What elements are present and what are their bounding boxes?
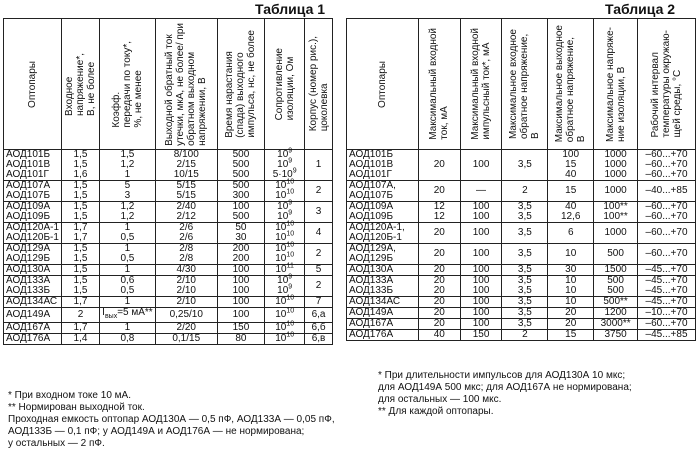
t2-cell: 3,5 (502, 244, 548, 265)
t1-cell: 1,5 1,5 1,6 (62, 150, 100, 181)
t2-optopair-name: АОД120А-1, АОД120Б-1 (347, 223, 419, 244)
t2-cell: 100** 100** (594, 202, 638, 223)
t2-header-max-output-reverse-voltage: Максимальное выходное обратное напряжение, В (548, 19, 594, 150)
t1-cell: 2 (62, 308, 100, 323)
t1-row (4, 202, 333, 223)
t1-cell: 500 300 (217, 181, 265, 202)
t1-cell: 1,5 1,5 (62, 244, 100, 265)
t1-optopair-name: АОД101Б АОД101В АОД101Г (4, 150, 62, 181)
t1-cell: $10^{10}$ (265, 308, 305, 323)
t1-optopair-name: АОД134АС (4, 297, 62, 308)
t1-optopair-name: АОД176А (4, 334, 62, 345)
t2-cell: 20 (418, 150, 460, 181)
t2-cell: 500 500 (594, 276, 638, 297)
t2-optopair-name: АОД133А АОД133Б (347, 276, 419, 297)
t2-cell: 20 (548, 308, 594, 319)
t1-cell: $10^{10}$ $10^{10}$ (265, 223, 305, 244)
t2-cell: 3,5 3,5 (502, 202, 548, 223)
t2-cell: 40 12,6 (548, 202, 594, 223)
t1-cell: 0,1/15 (155, 334, 217, 345)
t1-header-optopairs: Оптопары (4, 19, 62, 150)
t2-cell: 150 (460, 330, 502, 341)
t2-cell: 15 (548, 181, 594, 202)
t1-cell: 1 (99, 323, 155, 334)
t1-cell: 2/20 (155, 323, 217, 334)
t2-cell: 20 (418, 319, 460, 330)
t2-cell: 20 20 (418, 276, 460, 297)
t1-cell: 6,б (305, 323, 333, 334)
t2-cell: 30 (548, 265, 594, 276)
t2-cell: 100 100 (460, 202, 502, 223)
t2-cell: –45...+70 (638, 297, 696, 308)
t1-cell: 6,в (305, 334, 333, 345)
t1-cell: 5 3 (99, 181, 155, 202)
t1-cell: $10^9$ $10^9$ (265, 276, 305, 297)
t2-cell: 10 10 (548, 276, 594, 297)
t2-header-optopairs: Оптопары (347, 19, 419, 150)
t1-cell: 6,а (305, 308, 333, 323)
t1-cell: 1,5 (62, 265, 100, 276)
t2-cell: 20 (418, 265, 460, 276)
t2-cell: 6 (548, 223, 594, 244)
t2-row (347, 308, 696, 319)
t1-cell: 150 (217, 323, 265, 334)
t2-optopair-name: АОД130А (347, 265, 419, 276)
t2-cell: –60...+70 (638, 319, 696, 330)
t1-cell: $10^{11}$ (265, 265, 305, 276)
t1-cell: 2/6 2/6 (155, 223, 217, 244)
t2-row (347, 150, 696, 181)
t1-row (4, 150, 333, 181)
t2-cell: 1000 (594, 181, 638, 202)
t1-cell: 5 (305, 265, 333, 276)
t1-cell: 0,25/10 (155, 308, 217, 323)
t1-header-transfer-coef: Коэфф. передачи по току*, %, не менее (99, 19, 155, 150)
t2-cell: 40 (418, 330, 460, 341)
t1-cell: 1,4 (62, 334, 100, 345)
t1-row (4, 308, 333, 323)
t2-cell: 1000 1000 1000 (594, 150, 638, 181)
t1-header-leakage-current: Выходной обратный ток утечки, мкА, не более/ при обратном выходном напряжении, В (155, 19, 217, 150)
t2-optopair-name: АОД149А (347, 308, 419, 319)
t2-header-max-insulation-voltage: Максимальное напряже- ние изоляции, В (594, 19, 638, 150)
t1-header-package: Корпус (номер рис.), цоколевка (305, 19, 333, 150)
t2-cell: 1500 (594, 265, 638, 276)
t1-header-input-voltage: Входное напряжение*, В, не более (62, 19, 100, 150)
t1-row (4, 244, 333, 265)
t1-row (4, 265, 333, 276)
t2-cell: 20 (418, 244, 460, 265)
t2-cell: –60...+70 (638, 223, 696, 244)
t1-row (4, 323, 333, 334)
t2-cell: –45...+70 –45...+70 (638, 276, 696, 297)
t1-cell: 1 0,5 (99, 223, 155, 244)
t1-cell: $10^{10}$ (265, 334, 305, 345)
t1-cell: $10^{10}$ (265, 323, 305, 334)
t1-optopair-name: АОД133А АОД133Б (4, 276, 62, 297)
t1-cell: 500 500 500 (217, 150, 265, 181)
t1-optopair-name: АОД130А (4, 265, 62, 276)
t1-optopair-name: АОД167А (4, 323, 62, 334)
t1-cell: 1,5 1,2 1 (99, 150, 155, 181)
t1-cell: 100 100 (217, 276, 265, 297)
table1 (3, 18, 333, 345)
t2-cell: 100 (460, 244, 502, 265)
t1-optopair-name: АОД149А (4, 308, 62, 323)
t1-header-insulation-resistance: Сопротивление изоляции, Ом (265, 19, 305, 150)
t2-optopair-name: АОД101Б АОД101В АОД101Г (347, 150, 419, 181)
t2-cell: 100 (460, 150, 502, 181)
t2-header-max-input-current: Максимальный входной ток, мА (418, 19, 460, 150)
t1-cell: $10^{10}$ (265, 297, 305, 308)
t1-row (4, 334, 333, 345)
t2-optopair-name: АОД176А (347, 330, 419, 341)
t1-cell: 4/30 (155, 265, 217, 276)
t2-cell: 12 12 (418, 202, 460, 223)
t2-header-max-input-reverse-voltage: Максимальное входное обратное напряжение, В (502, 19, 548, 150)
t2-header-operating-temperature: Рабочий интервал температуры окружаю- щей среды, °С (638, 19, 696, 150)
t1-cell: 100 (217, 265, 265, 276)
t1-optopair-name: АОД107А АОД107Б (4, 181, 62, 202)
t1-cell: $10^{10}$ $10^{10}$ (265, 244, 305, 265)
t1-row (4, 297, 333, 308)
t1-cell: 1,5 1,5 (62, 181, 100, 202)
t1-cell: 7 (305, 297, 333, 308)
t1-header-rise-time: Время нарастания (спада) выходного импульса, нс, не более (217, 19, 265, 150)
t2-optopair-name: АОД109А АОД109Б (347, 202, 419, 223)
t2-cell: 15 (548, 330, 594, 341)
t2-cell: 1200 (594, 308, 638, 319)
t2-cell: 2 (502, 330, 548, 341)
t1-cell: 2 (305, 276, 333, 297)
t1-cell: 100 (217, 308, 265, 323)
t2-row (347, 330, 696, 341)
t1-row (4, 276, 333, 297)
t1-optopair-name: АОД109А АОД109Б (4, 202, 62, 223)
t1-cell: 0,8 (99, 334, 155, 345)
t2-cell: 100 100 (460, 276, 502, 297)
t2-cell: 3000** (594, 319, 638, 330)
t1-cell: 8/100 2/15 10/15 (155, 150, 217, 181)
t1-cell: 1 (99, 265, 155, 276)
t1-cell: 2 (305, 181, 333, 202)
t1-cell: 1,5 1,5 (62, 202, 100, 223)
t2-cell: 3750 (594, 330, 638, 341)
table2-footnotes: * При длительности импульсов для АОД130А 10 мкс; для АОД149А 500 мкс; для АОД167А не нормирована; для остальных — 100 мкс. ** Для каждой оптопары. (378, 370, 632, 417)
table1-title: Таблица 1 (255, 1, 326, 17)
t2-cell: 10 (548, 297, 594, 308)
t2-row (347, 276, 696, 297)
t2-row (347, 244, 696, 265)
t1-cell: 1,7 1,7 (62, 223, 100, 244)
t1-cell: 1,5 1,5 (62, 276, 100, 297)
t2-cell: 3,5 (502, 265, 548, 276)
t1-cell: 1 (99, 297, 155, 308)
t2-cell: 3,5 (502, 319, 548, 330)
t2-cell: 1000 (594, 223, 638, 244)
t2-cell: –45...+85 (638, 330, 696, 341)
t2-cell: — (460, 181, 502, 202)
t2-cell: 20 (548, 319, 594, 330)
t1-cell: 2/10 2/10 (155, 276, 217, 297)
t2-cell: 3,5 (502, 223, 548, 244)
t1-cell: 4 (305, 223, 333, 244)
t2-cell: 3,5 3,5 (502, 276, 548, 297)
t1-cell: 1,7 (62, 323, 100, 334)
t2-cell: 3,5 (502, 297, 548, 308)
t2-cell: 20 (418, 308, 460, 319)
t1-cell: 0,6 0,5 (99, 276, 155, 297)
t2-cell: 20 (418, 223, 460, 244)
t2-row (347, 223, 696, 244)
t1-optopair-name: АОД120А-1 АОД120Б-1 (4, 223, 62, 244)
t2-cell: 10 (548, 244, 594, 265)
t2-cell: –10...+70 (638, 308, 696, 319)
t1-cell: 200 200 (217, 244, 265, 265)
t2-header-max-pulse-current: Максимальный входной импульсный ток*, мА (460, 19, 502, 150)
t2-row (347, 181, 696, 202)
t2-cell: –45...+70 (638, 265, 696, 276)
t1-cell: 1,7 (62, 297, 100, 308)
t2-optopair-name: АОД129А, АОД129Б (347, 244, 419, 265)
t2-cell: 20 (418, 297, 460, 308)
t2-cell: 100 (460, 223, 502, 244)
t2-optopair-name: АОД167А (347, 319, 419, 330)
t1-cell: 5/15 5/15 (155, 181, 217, 202)
t2-cell: –60...+70 (638, 244, 696, 265)
t2-cell: 3,5 (502, 308, 548, 319)
t2-cell: 100 (460, 265, 502, 276)
t1-cell: 1 (305, 150, 333, 181)
t2-optopair-name: АОД134АС (347, 297, 419, 308)
t1-cell: $I_{вых}=5$ мА** (99, 308, 155, 323)
table2 (346, 18, 696, 341)
t2-cell: 100 15 40 (548, 150, 594, 181)
t2-cell: 100 (460, 308, 502, 319)
t1-cell: 100 (217, 297, 265, 308)
t1-cell: 1 0,5 (99, 244, 155, 265)
t2-row (347, 319, 696, 330)
table1-footnotes: * При входном токе 10 мА. ** Нормирован выходной ток. Проходная емкость оптопар АОД130А — 0,5 пФ, АОД133А — 0,05 пФ, АОД133Б — 0,1 пФ; у АОД149А и АОД176А — не нормирована; у остальных — 2 пФ. (8, 390, 335, 449)
t2-cell: –60...+70 –60...+70 –60...+70 (638, 150, 696, 181)
t2-cell: –60...+70 –60...+70 (638, 202, 696, 223)
t1-cell: 2/8 2/8 (155, 244, 217, 265)
t1-cell: $10^9$ $10^9$ (265, 202, 305, 223)
t1-cell: 3 (305, 202, 333, 223)
t1-optopair-name: АОД129А АОД129Б (4, 244, 62, 265)
t1-cell: 2/10 (155, 297, 217, 308)
t2-row (347, 202, 696, 223)
t2-cell: –40...+85 (638, 181, 696, 202)
t2-cell: 100 (460, 297, 502, 308)
t2-optopair-name: АОД107А, АОД107Б (347, 181, 419, 202)
t1-row (4, 181, 333, 202)
t2-cell: 2 (502, 181, 548, 202)
t1-cell: 100 500 (217, 202, 265, 223)
t1-cell: $10^9$ $10^9$ $5\cdot 10^9$ (265, 150, 305, 181)
t2-cell: 20 (418, 181, 460, 202)
t2-row (347, 265, 696, 276)
t1-cell: 2/40 2/12 (155, 202, 217, 223)
t1-row (4, 223, 333, 244)
t2-cell: 500 (594, 244, 638, 265)
t1-cell: 50 30 (217, 223, 265, 244)
t2-cell: 3,5 (502, 150, 548, 181)
t1-cell: 1,2 1,2 (99, 202, 155, 223)
t2-cell: 500** (594, 297, 638, 308)
t2-cell: 100 (460, 319, 502, 330)
t2-row (347, 297, 696, 308)
t1-cell: $10^{10}$ $10^{10}$ (265, 181, 305, 202)
t1-cell: 80 (217, 334, 265, 345)
t1-cell: 2 (305, 244, 333, 265)
table2-title: Таблица 2 (605, 1, 676, 17)
